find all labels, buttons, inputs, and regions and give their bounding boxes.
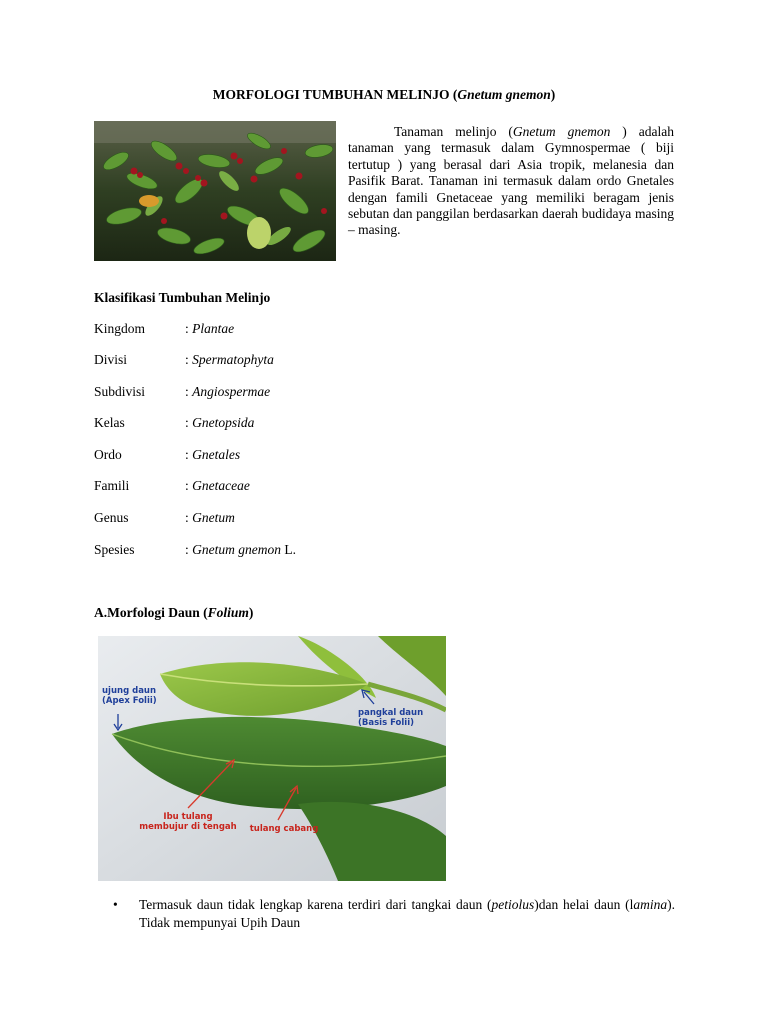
classification-value: : Gnetaceae — [185, 478, 250, 493]
classification-label: Spesies — [94, 542, 135, 557]
classification-label: Divisi — [94, 352, 128, 367]
classification-value: : Gnetum gnemon L. — [185, 542, 296, 557]
bullet-text: Termasuk daun tidak lengkap karena terdiri dari tangkai daun (petiolus)dan helai daun (lamina). Tidak mempunyai Upih Daun — [139, 897, 675, 930]
leaf-annotated-photo — [98, 636, 446, 881]
intro-paragraph: Tanaman melinjo (Gnetum gnemon ) adalah tanaman yang termasuk dalam Gymnospermae ( biji tertutup ) yang berasal dari Asia tropik, melanesia dan Pasifik Barat. Tanaman ini termasuk dalam ordo Gnetales dengan famili Gnetaceae yang memiliki beragam jenis sebutan dan panggilan berdasarkan daerah budidaya masing – masing. — [348, 124, 674, 238]
classification-value: : Gnetopsida — [185, 415, 255, 430]
classification-label: Kingdom — [94, 321, 146, 336]
classification-label: Famili — [94, 478, 130, 493]
classification-value: : Gnetum — [185, 510, 235, 525]
classification-label: Ordo — [94, 447, 122, 462]
classification-value: : Plantae — [185, 321, 235, 336]
classification-label: Kelas — [94, 415, 125, 430]
classification-heading: Klasifikasi Tumbuhan Melinjo — [94, 290, 271, 305]
classification-label: Genus — [94, 510, 129, 525]
melinjo-plant-photo — [94, 121, 336, 261]
document-title: MORFOLOGI TUMBUHAN MELINJO (Gnetum gnemon) — [212, 87, 556, 102]
classification-label: Subdivisi — [94, 384, 146, 399]
leaf-morphology-heading: A.Morfologi Daun (Folium) — [94, 605, 254, 620]
apex-folii-label: ujung daun (Apex Folii) — [102, 686, 157, 706]
classification-value: : Spermatophyta — [185, 352, 274, 367]
branch-vein-label: tulang cabang — [249, 824, 319, 834]
midrib-label: Ibu tulang membujur di tengah — [139, 812, 237, 832]
classification-value: : Angiospermae — [185, 384, 271, 399]
classification-value: : Gnetales — [185, 447, 241, 462]
basis-folii-label: pangkal daun (Basis Folii) — [358, 708, 424, 728]
bullet-icon: • — [113, 897, 118, 912]
